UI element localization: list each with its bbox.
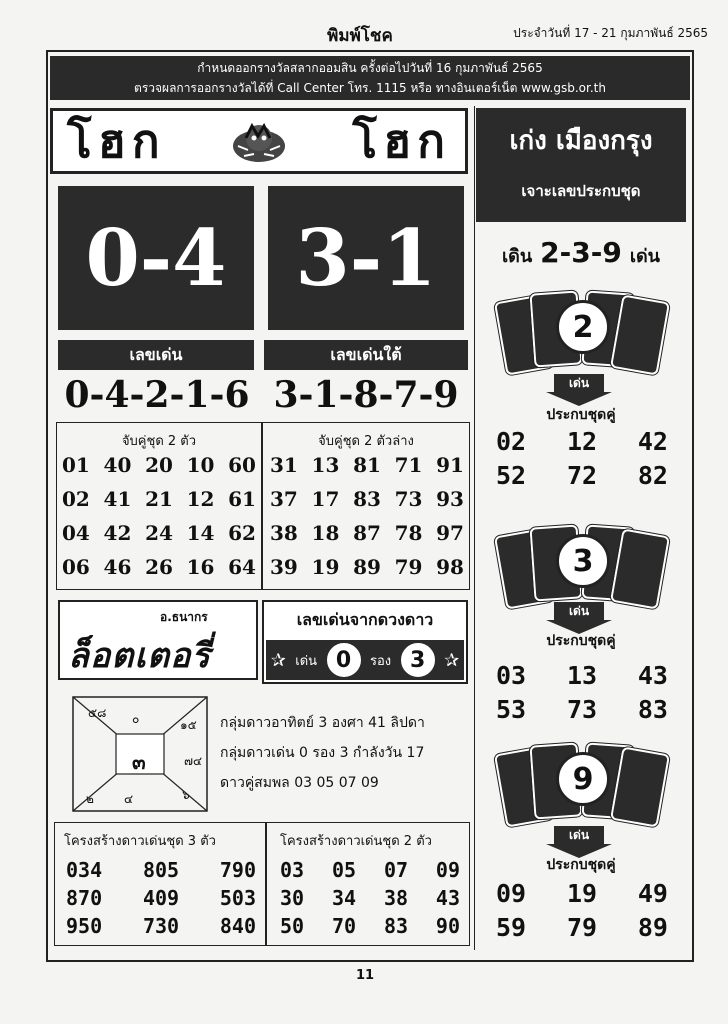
horoscope-info-2: กลุ่มดาวเด่น 0 รอง 3 กำลังวัน 17 bbox=[220, 745, 425, 761]
struct-value: 05 bbox=[331, 858, 357, 882]
pair-value: 41 bbox=[103, 487, 132, 511]
pair-value: 13 bbox=[566, 660, 598, 690]
table-row bbox=[496, 658, 668, 692]
pair-value: 40 bbox=[103, 453, 132, 477]
pair-value: 98 bbox=[436, 555, 464, 579]
pair-value: 89 bbox=[353, 555, 381, 579]
publication-title: พิมพ์โชค bbox=[327, 26, 393, 46]
table-row bbox=[66, 856, 256, 884]
struct-value: 730 bbox=[142, 914, 180, 938]
star-number-bar bbox=[266, 640, 464, 680]
struct3-table bbox=[66, 856, 256, 940]
pair-value: 52 bbox=[496, 460, 527, 490]
left-pair-grid bbox=[62, 448, 256, 584]
struct3-title: โครงสร้างดาวเด่นชุด 3 ตัว bbox=[64, 834, 216, 849]
pair-value: 14 bbox=[186, 521, 215, 545]
pair-value: 49 bbox=[637, 878, 668, 908]
notice-line-1: กำหนดออกรางวัลสลากออมสิน ครั้งต่อไปวันที่ 16 กุมภาพันธ์ 2565 bbox=[197, 61, 543, 75]
struct-value: 50 bbox=[280, 914, 305, 938]
struct-value: 034 bbox=[66, 858, 103, 882]
struct-value: 503 bbox=[219, 886, 256, 910]
den-numbers: 2-3-9 bbox=[540, 236, 622, 269]
pair-value: 20 bbox=[145, 453, 173, 477]
table-row bbox=[280, 856, 460, 884]
pair-value: 38 bbox=[270, 521, 298, 545]
banner-word-right: โฮก bbox=[352, 113, 451, 168]
struct-value: 950 bbox=[66, 914, 103, 938]
pair-value: 72 bbox=[566, 460, 598, 490]
pair-value: 61 bbox=[228, 487, 256, 511]
star-den-value: 0 bbox=[327, 643, 361, 677]
struct-value: 90 bbox=[435, 914, 460, 938]
lottery-name: ล็อตเตอรี่ bbox=[68, 636, 211, 676]
main-pair-right: 3-1 bbox=[268, 186, 464, 330]
pair-value: 24 bbox=[145, 521, 173, 545]
arrow-label: เด่น bbox=[554, 826, 604, 844]
table-row bbox=[270, 550, 464, 584]
table-row bbox=[280, 884, 460, 912]
star-den-label: เด่น bbox=[295, 653, 318, 669]
horoscope-cell: ๓ bbox=[132, 750, 146, 774]
horoscope-info-3: ดาวคู่สมพล 03 05 07 09 bbox=[220, 775, 379, 791]
struct-value: 840 bbox=[219, 914, 256, 938]
pair-value: 62 bbox=[228, 521, 256, 545]
pair-value: 83 bbox=[637, 694, 668, 724]
pair-value: 73 bbox=[394, 487, 423, 511]
struct-value: 38 bbox=[383, 886, 409, 910]
table-row bbox=[66, 884, 256, 912]
group-pairs bbox=[496, 658, 668, 726]
pair-value: 64 bbox=[228, 555, 256, 579]
tiger-icon bbox=[224, 116, 294, 166]
table-row bbox=[66, 912, 256, 940]
lottery-logo bbox=[58, 600, 258, 680]
pair-value: 79 bbox=[394, 555, 423, 579]
notice-line-2: ตรวจผลการออกรางวัลได้ที่ Call Center โทร. 1115 หรือ ทางอินเตอร์เน็ต www.gsb.or.th bbox=[134, 81, 606, 95]
lottery-author: อ.ธนากร bbox=[160, 610, 208, 624]
keng-title: เก่ง เมืองกรุง bbox=[509, 126, 653, 156]
struct-value: 70 bbox=[331, 914, 357, 938]
table-row bbox=[270, 516, 464, 550]
prakop-label: ประกบชุดคู่ bbox=[546, 407, 616, 423]
struct2-table bbox=[280, 856, 460, 940]
pair-value: 83 bbox=[353, 487, 381, 511]
table-row bbox=[496, 692, 668, 726]
group-number: 2 bbox=[556, 300, 610, 354]
pair-value: 01 bbox=[62, 453, 90, 477]
keng-header bbox=[476, 108, 686, 222]
right-pair-grid bbox=[270, 448, 464, 584]
pair-value: 46 bbox=[103, 555, 132, 579]
card-fan bbox=[496, 522, 668, 604]
pair-value: 21 bbox=[145, 487, 173, 511]
star-rong-value: 3 bbox=[401, 643, 435, 677]
arrow-label: เด่น bbox=[554, 374, 604, 392]
pair-value: 04 bbox=[62, 521, 90, 545]
den-line bbox=[476, 236, 686, 270]
pair-value: 97 bbox=[436, 521, 464, 545]
group-number: 9 bbox=[556, 752, 610, 806]
struct-value: 83 bbox=[383, 914, 409, 938]
prakop-label: ประกบชุดคู่ bbox=[546, 857, 616, 873]
pair-value: 12 bbox=[186, 487, 215, 511]
arrow-down-icon bbox=[536, 374, 622, 408]
arrow-label: เด่น bbox=[554, 602, 604, 620]
horoscope-info-1: กลุ่มดาวอาทิตย์ 3 องศา 41 ลิปดา bbox=[220, 715, 425, 731]
banner-word-left: โฮก bbox=[67, 113, 166, 168]
pair-value: 53 bbox=[496, 694, 527, 724]
left-grid-title: จับคู่ชุด 2 ตัว bbox=[121, 434, 197, 449]
issue-date: ประจำวันที่ 17 - 21 กุมภาพันธ์ 2565 bbox=[513, 26, 708, 40]
struct-value: 09 bbox=[435, 858, 460, 882]
table-row bbox=[62, 550, 256, 584]
struct-value: 07 bbox=[383, 858, 409, 882]
prakop-label: ประกบชุดคู่ bbox=[546, 633, 616, 649]
pair-value: 02 bbox=[62, 487, 90, 511]
table-row bbox=[280, 912, 460, 940]
table-row bbox=[496, 458, 668, 492]
pair-value: 02 bbox=[496, 426, 527, 456]
lek-den-sequence: 0-4-2-1-6 bbox=[64, 374, 250, 416]
den-suffix: เด่น bbox=[629, 246, 660, 267]
pair-value: 37 bbox=[270, 487, 298, 511]
pair-value: 93 bbox=[436, 487, 464, 511]
pair-value: 16 bbox=[186, 555, 215, 579]
main-pair-left: 0-4 bbox=[58, 186, 254, 330]
right-grid-title: จับคู่ชุด 2 ตัวล่าง bbox=[318, 434, 414, 449]
pair-value: 26 bbox=[145, 555, 173, 579]
pair-value: 91 bbox=[436, 453, 464, 477]
hok-banner bbox=[50, 108, 468, 174]
pair-value: 12 bbox=[566, 426, 598, 456]
pair-value: 87 bbox=[353, 521, 381, 545]
lek-den-tai-label: เลขเด่นใต้ bbox=[264, 340, 468, 370]
struct-value: 43 bbox=[435, 886, 460, 910]
star-rong-label: รอง bbox=[370, 653, 392, 669]
table-row bbox=[496, 424, 668, 458]
struct-value: 805 bbox=[142, 858, 180, 882]
struct-value: 870 bbox=[66, 886, 103, 910]
pair-value: 78 bbox=[394, 521, 423, 545]
pair-value: 79 bbox=[566, 912, 598, 942]
pair-value: 39 bbox=[270, 555, 298, 579]
star-icon: ✰ bbox=[444, 649, 460, 671]
horoscope-cell: ๗๔ bbox=[184, 754, 203, 768]
group-pairs bbox=[496, 424, 668, 492]
pair-value: 60 bbox=[228, 453, 256, 477]
horoscope-cell: ๒ bbox=[86, 792, 94, 806]
horoscope-cell: ๑๕ bbox=[180, 718, 197, 732]
struct-value: 03 bbox=[280, 858, 305, 882]
group-pairs bbox=[496, 876, 668, 944]
table-row bbox=[496, 910, 668, 944]
table-row bbox=[62, 448, 256, 482]
lek-den-tai-sequence: 3-1-8-7-9 bbox=[273, 374, 459, 416]
horoscope-cell: ๔ bbox=[124, 792, 134, 806]
lek-den-label: เลขเด่น bbox=[58, 340, 254, 370]
page-number: 11 bbox=[355, 968, 375, 983]
pair-value: 71 bbox=[394, 453, 423, 477]
pair-value: 09 bbox=[496, 878, 527, 908]
keng-subtitle: เจาะเลขประกบชุด bbox=[521, 182, 641, 200]
pair-value: 18 bbox=[311, 521, 340, 545]
table-row bbox=[270, 448, 464, 482]
pair-value: 59 bbox=[496, 912, 527, 942]
pair-value: 06 bbox=[62, 555, 90, 579]
den-prefix: เดิน bbox=[501, 246, 533, 267]
horoscope-cell: ๖ bbox=[182, 788, 190, 802]
pair-value: 31 bbox=[270, 453, 298, 477]
group-number: 3 bbox=[556, 534, 610, 588]
struct-value: 409 bbox=[142, 886, 180, 910]
table-row bbox=[62, 516, 256, 550]
star-box-title: เลขเด่นจากดวงดาว bbox=[296, 610, 434, 629]
struct-value: 34 bbox=[331, 886, 357, 910]
pair-value: 82 bbox=[637, 460, 668, 490]
pair-value: 10 bbox=[186, 453, 215, 477]
pair-value: 42 bbox=[103, 521, 132, 545]
table-row bbox=[62, 482, 256, 516]
card-fan bbox=[496, 288, 668, 370]
pair-value: 89 bbox=[637, 912, 668, 942]
pair-value: 43 bbox=[637, 660, 668, 690]
table-row bbox=[270, 482, 464, 516]
pair-value: 19 bbox=[311, 555, 340, 579]
table-row bbox=[496, 876, 668, 910]
pair-value: 81 bbox=[353, 453, 381, 477]
pair-value: 17 bbox=[311, 487, 340, 511]
pair-value: 42 bbox=[637, 426, 668, 456]
pair-value: 73 bbox=[566, 694, 598, 724]
horoscope-cell: ๕๘ bbox=[88, 706, 107, 720]
gsb-notice bbox=[50, 56, 690, 100]
struct2-title: โครงสร้างดาวเด่นชุด 2 ตัว bbox=[280, 834, 432, 849]
struct-value: 790 bbox=[219, 858, 256, 882]
horoscope-cell: ๐ bbox=[132, 712, 140, 726]
star-icon: ✰ bbox=[270, 649, 286, 671]
struct-value: 30 bbox=[280, 886, 305, 910]
pair-value: 13 bbox=[311, 453, 340, 477]
pair-value: 19 bbox=[566, 878, 598, 908]
card-fan bbox=[496, 740, 668, 822]
pair-value: 03 bbox=[496, 660, 527, 690]
